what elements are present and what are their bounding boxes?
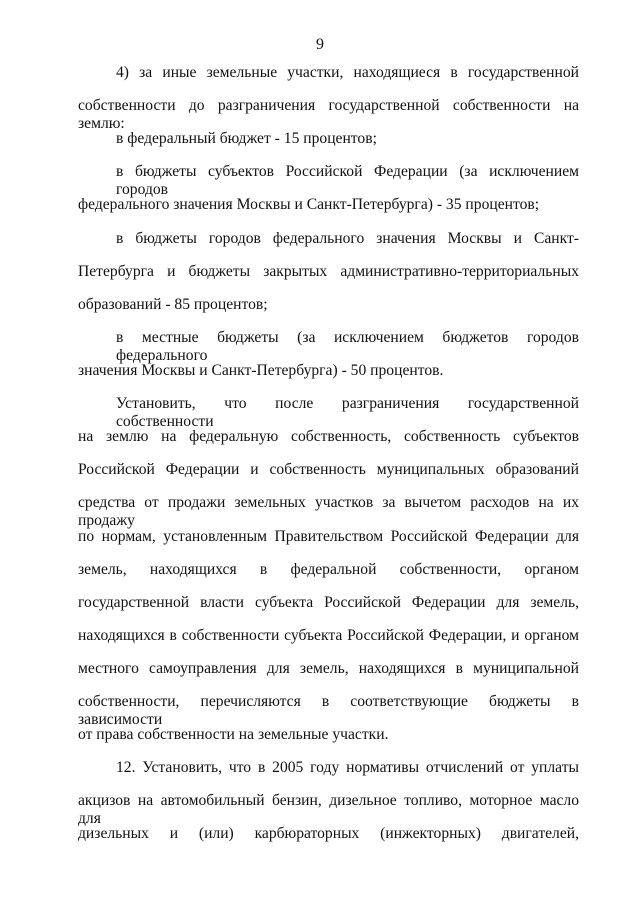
text-line: Петербурга и бюджеты закрытых административно-территориальных xyxy=(78,263,579,280)
text-line: в бюджеты субъектов Российской Федерации (за исключением городов xyxy=(116,163,579,198)
text-line: средства от продажи земельных участков за вычетом расходов на их продажу xyxy=(78,494,579,529)
text-line: от права собственности на земельные участки. xyxy=(78,726,389,743)
text-line: дизельных и (или) карбюраторных (инжекторных) двигателей, xyxy=(78,825,579,842)
text-line: земель, находящихся в федеральной собственности, органом xyxy=(78,561,579,578)
page-number: 9 xyxy=(316,36,324,53)
text-line: местного самоуправления для земель, находящихся в муниципальной xyxy=(78,660,579,677)
text-line: акцизов на автомобильный бензин, дизельное топливо, моторное масло для xyxy=(78,792,579,827)
text-line: в местные бюджеты (за исключением бюджетов городов федерального xyxy=(116,329,579,364)
text-line: 12. Установить, что в 2005 году нормативы отчислений от уплаты xyxy=(116,759,579,776)
text-line: образований - 85 процентов; xyxy=(78,296,268,313)
text-line: Установить, что после разграничения государственной собственности xyxy=(116,395,579,430)
text-line: на землю на федеральную собственность, собственность субъектов xyxy=(78,428,579,445)
text-line: федерального значения Москвы и Санкт-Петербурга) - 35 процентов; xyxy=(78,196,540,213)
text-line: собственности, перечисляются в соответствующие бюджеты в зависимости xyxy=(78,693,579,728)
text-line: 4) за иные земельные участки, находящиеся в государственной xyxy=(116,64,579,81)
text-line: находящихся в собственности субъекта Российской Федерации, и органом xyxy=(78,627,579,644)
text-line: государственной власти субъекта Российской Федерации для земель, xyxy=(78,594,579,611)
text-line: значения Москвы и Санкт-Петербурга) - 50 процентов. xyxy=(78,362,444,379)
text-line: в бюджеты городов федерального значения Москвы и Санкт- xyxy=(116,230,579,247)
text-line: Российской Федерации и собственность муниципальных образований xyxy=(78,461,579,478)
text-line: собственности до разграничения государственной собственности на землю: xyxy=(78,97,579,132)
text-line: по нормам, установленным Правительством Российской Федерации для xyxy=(78,528,579,545)
text-line: в федеральный бюджет - 15 процентов; xyxy=(116,130,377,147)
